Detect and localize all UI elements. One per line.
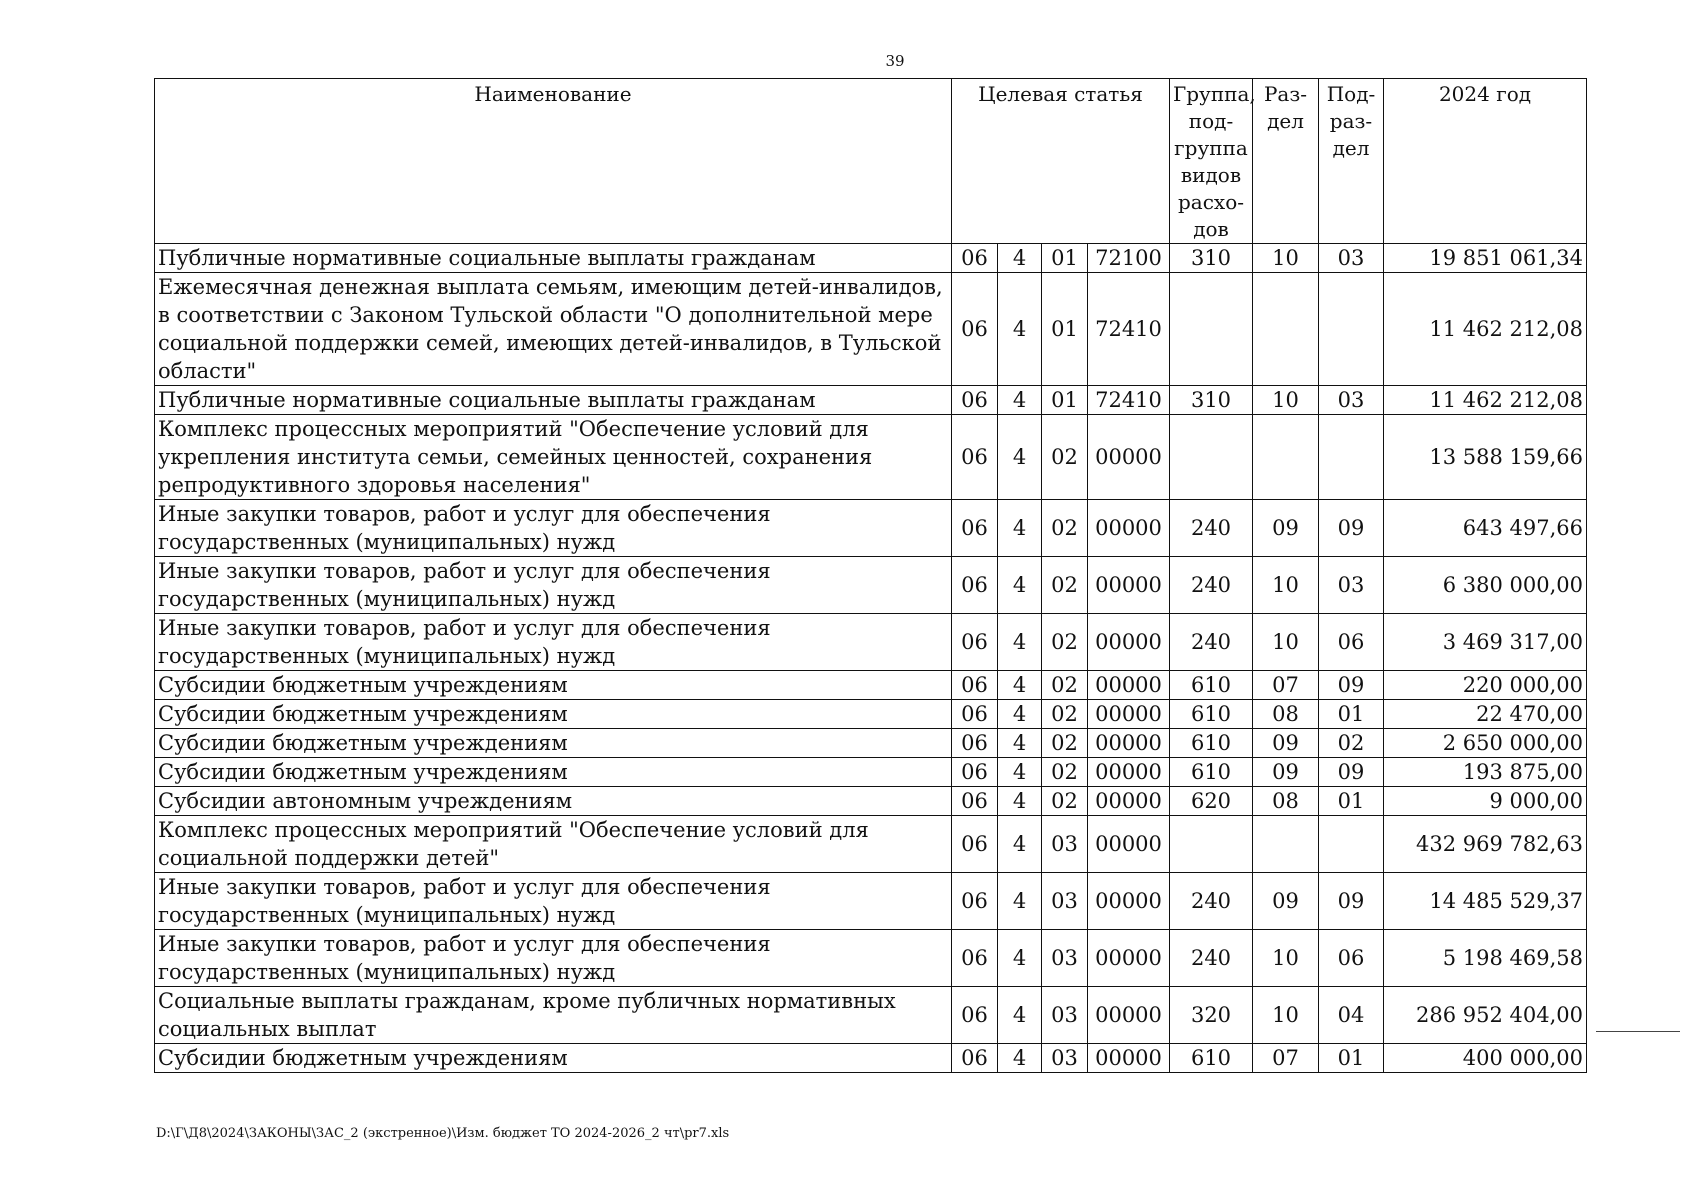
- table-row: [155, 1044, 1587, 1073]
- row-target-code-1: 06: [952, 816, 998, 873]
- row-amount: 22 470,00: [1384, 700, 1587, 729]
- row-section: [1253, 415, 1319, 500]
- header-name: Наименование: [155, 79, 952, 244]
- row-target-code-1: 06: [952, 500, 998, 557]
- row-target-code-2: 4: [998, 1044, 1042, 1073]
- row-target-code-4: 72100: [1088, 244, 1170, 273]
- row-target-code-1: 06: [952, 273, 998, 386]
- row-section: 10: [1253, 987, 1319, 1044]
- row-target-code-3: 03: [1042, 930, 1088, 987]
- row-target-code-4: 00000: [1088, 557, 1170, 614]
- row-expense-group: [1170, 415, 1253, 500]
- row-target-code-1: 06: [952, 758, 998, 787]
- row-name: Иные закупки товаров, работ и услуг для обеспечения государственных (муниципальных) нужд: [155, 930, 952, 987]
- row-name: Комплекс процессных мероприятий "Обеспечение условий для социальной поддержки детей": [155, 816, 952, 873]
- row-amount: 6 380 000,00: [1384, 557, 1587, 614]
- row-target-code-4: 00000: [1088, 758, 1170, 787]
- row-expense-group: 240: [1170, 557, 1253, 614]
- row-name: Комплекс процессных мероприятий "Обеспечение условий для укрепления института семьи, семейных ценностей, сохранения репродуктивного здоровья населения": [155, 415, 952, 500]
- row-name: Субсидии бюджетным учреждениям: [155, 700, 952, 729]
- row-target-code-3: 02: [1042, 671, 1088, 700]
- row-expense-group: 620: [1170, 787, 1253, 816]
- row-target-code-3: 03: [1042, 1044, 1088, 1073]
- row-target-code-2: 4: [998, 700, 1042, 729]
- row-target-code-4: 72410: [1088, 273, 1170, 386]
- row-target-code-1: 06: [952, 244, 998, 273]
- header-section: Раз- дел: [1253, 79, 1319, 244]
- row-expense-group: 240: [1170, 614, 1253, 671]
- row-section: 07: [1253, 1044, 1319, 1073]
- row-target-code-3: 02: [1042, 729, 1088, 758]
- row-amount: 11 462 212,08: [1384, 273, 1587, 386]
- row-target-code-1: 06: [952, 787, 998, 816]
- row-target-code-2: 4: [998, 614, 1042, 671]
- row-section: 08: [1253, 700, 1319, 729]
- table-row: [155, 415, 1587, 500]
- row-target-code-3: 01: [1042, 386, 1088, 415]
- row-target-code-3: 02: [1042, 787, 1088, 816]
- row-amount: 3 469 317,00: [1384, 614, 1587, 671]
- table-row: [155, 816, 1587, 873]
- row-target-code-1: 06: [952, 671, 998, 700]
- header-subsection: Под- раз- дел: [1319, 79, 1384, 244]
- row-target-code-2: 4: [998, 671, 1042, 700]
- row-section: 10: [1253, 244, 1319, 273]
- row-target-code-4: 72410: [1088, 386, 1170, 415]
- row-amount: 193 875,00: [1384, 758, 1587, 787]
- row-subsection: 03: [1319, 386, 1384, 415]
- row-subsection: 03: [1319, 244, 1384, 273]
- row-expense-group: [1170, 816, 1253, 873]
- row-subsection: [1319, 816, 1384, 873]
- table-row: [155, 386, 1587, 415]
- table-row: [155, 873, 1587, 930]
- row-target-code-4: 00000: [1088, 930, 1170, 987]
- row-target-code-2: 4: [998, 244, 1042, 273]
- row-target-code-3: 02: [1042, 614, 1088, 671]
- row-target-code-4: 00000: [1088, 816, 1170, 873]
- row-name: Иные закупки товаров, работ и услуг для обеспечения государственных (муниципальных) нужд: [155, 500, 952, 557]
- row-expense-group: 320: [1170, 987, 1253, 1044]
- row-amount: 2 650 000,00: [1384, 729, 1587, 758]
- header-group: Группа, под- группа видов расхо- дов: [1170, 79, 1253, 244]
- row-name: Иные закупки товаров, работ и услуг для обеспечения государственных (муниципальных) нужд: [155, 873, 952, 930]
- row-subsection: 01: [1319, 700, 1384, 729]
- row-target-code-3: 03: [1042, 987, 1088, 1044]
- table-row: [155, 787, 1587, 816]
- row-target-code-2: 4: [998, 930, 1042, 987]
- table-row: [155, 758, 1587, 787]
- row-target-code-3: 03: [1042, 873, 1088, 930]
- row-section: 07: [1253, 671, 1319, 700]
- row-section: 10: [1253, 557, 1319, 614]
- row-subsection: 09: [1319, 500, 1384, 557]
- row-expense-group: [1170, 273, 1253, 386]
- row-name: Публичные нормативные социальные выплаты гражданам: [155, 244, 952, 273]
- row-expense-group: 610: [1170, 729, 1253, 758]
- row-target-code-2: 4: [998, 816, 1042, 873]
- row-section: [1253, 273, 1319, 386]
- row-section: 09: [1253, 758, 1319, 787]
- row-amount: 286 952 404,00: [1384, 987, 1587, 1044]
- row-subsection: 03: [1319, 557, 1384, 614]
- row-name: Публичные нормативные социальные выплаты гражданам: [155, 386, 952, 415]
- table-row: [155, 987, 1587, 1044]
- row-section: 08: [1253, 787, 1319, 816]
- row-target-code-1: 06: [952, 987, 998, 1044]
- row-target-code-2: 4: [998, 987, 1042, 1044]
- row-target-code-4: 00000: [1088, 1044, 1170, 1073]
- row-target-code-4: 00000: [1088, 787, 1170, 816]
- row-subsection: 06: [1319, 614, 1384, 671]
- row-target-code-3: 02: [1042, 500, 1088, 557]
- row-section: 09: [1253, 729, 1319, 758]
- row-expense-group: 610: [1170, 758, 1253, 787]
- row-subsection: 02: [1319, 729, 1384, 758]
- row-subsection: 09: [1319, 671, 1384, 700]
- row-target-code-1: 06: [952, 700, 998, 729]
- row-expense-group: 610: [1170, 700, 1253, 729]
- row-expense-group: 240: [1170, 873, 1253, 930]
- margin-mark: [1596, 1031, 1680, 1032]
- row-target-code-2: 4: [998, 500, 1042, 557]
- row-target-code-3: 02: [1042, 758, 1088, 787]
- row-target-code-2: 4: [998, 873, 1042, 930]
- row-target-code-4: 00000: [1088, 873, 1170, 930]
- row-target-code-1: 06: [952, 930, 998, 987]
- row-target-code-4: 00000: [1088, 987, 1170, 1044]
- budget-table: [154, 78, 1587, 1073]
- row-subsection: 09: [1319, 758, 1384, 787]
- row-section: 10: [1253, 930, 1319, 987]
- row-subsection: [1319, 415, 1384, 500]
- row-amount: 13 588 159,66: [1384, 415, 1587, 500]
- row-subsection: 06: [1319, 930, 1384, 987]
- row-amount: 643 497,66: [1384, 500, 1587, 557]
- row-amount: 5 198 469,58: [1384, 930, 1587, 987]
- row-target-code-4: 00000: [1088, 500, 1170, 557]
- row-name: Субсидии бюджетным учреждениям: [155, 1044, 952, 1073]
- table-row: [155, 273, 1587, 386]
- table-row: [155, 930, 1587, 987]
- row-name: Субсидии бюджетным учреждениям: [155, 729, 952, 758]
- table-row: [155, 700, 1587, 729]
- row-target-code-4: 00000: [1088, 729, 1170, 758]
- row-amount: 19 851 061,34: [1384, 244, 1587, 273]
- row-subsection: [1319, 273, 1384, 386]
- row-target-code-1: 06: [952, 729, 998, 758]
- row-section: 10: [1253, 614, 1319, 671]
- table-row: [155, 557, 1587, 614]
- table-body: [155, 244, 1587, 1073]
- row-section: 09: [1253, 500, 1319, 557]
- header-year: 2024 год: [1384, 79, 1587, 244]
- row-target-code-3: 02: [1042, 415, 1088, 500]
- row-target-code-4: 00000: [1088, 700, 1170, 729]
- row-name: Субсидии бюджетным учреждениям: [155, 671, 952, 700]
- row-target-code-1: 06: [952, 386, 998, 415]
- row-section: 10: [1253, 386, 1319, 415]
- file-path-footer: D:\Г\Д8\2024\ЗАКОНЫ\ЗАС_2 (экстренное)\Изм. бюджет ТО 2024-2026_2 чт\pr7.xls: [156, 1126, 730, 1141]
- table-row: [155, 500, 1587, 557]
- row-target-code-3: 01: [1042, 244, 1088, 273]
- table-header-row: [155, 79, 1587, 244]
- table-row: [155, 671, 1587, 700]
- row-subsection: 04: [1319, 987, 1384, 1044]
- row-amount: 11 462 212,08: [1384, 386, 1587, 415]
- row-expense-group: 310: [1170, 386, 1253, 415]
- row-amount: 400 000,00: [1384, 1044, 1587, 1073]
- row-target-code-1: 06: [952, 614, 998, 671]
- row-target-code-4: 00000: [1088, 415, 1170, 500]
- row-name: Иные закупки товаров, работ и услуг для обеспечения государственных (муниципальных) нужд: [155, 614, 952, 671]
- table-row: [155, 614, 1587, 671]
- row-amount: 9 000,00: [1384, 787, 1587, 816]
- row-target-code-3: 02: [1042, 557, 1088, 614]
- row-target-code-2: 4: [998, 273, 1042, 386]
- row-target-code-1: 06: [952, 415, 998, 500]
- row-expense-group: 610: [1170, 671, 1253, 700]
- row-expense-group: 240: [1170, 930, 1253, 987]
- row-target-code-1: 06: [952, 557, 998, 614]
- row-expense-group: 310: [1170, 244, 1253, 273]
- row-section: 09: [1253, 873, 1319, 930]
- row-target-code-1: 06: [952, 873, 998, 930]
- row-target-code-2: 4: [998, 415, 1042, 500]
- row-target-code-2: 4: [998, 386, 1042, 415]
- row-amount: 14 485 529,37: [1384, 873, 1587, 930]
- row-subsection: 01: [1319, 787, 1384, 816]
- row-expense-group: 240: [1170, 500, 1253, 557]
- row-amount: 432 969 782,63: [1384, 816, 1587, 873]
- row-name: Социальные выплаты гражданам, кроме публичных нормативных социальных выплат: [155, 987, 952, 1044]
- row-target-code-2: 4: [998, 729, 1042, 758]
- table-row: [155, 729, 1587, 758]
- row-target-code-4: 00000: [1088, 671, 1170, 700]
- page-number: 39: [885, 52, 905, 70]
- header-target-article: Целевая статья: [952, 79, 1170, 244]
- row-name: Субсидии бюджетным учреждениям: [155, 758, 952, 787]
- row-name: Иные закупки товаров, работ и услуг для обеспечения государственных (муниципальных) нужд: [155, 557, 952, 614]
- row-target-code-2: 4: [998, 557, 1042, 614]
- row-target-code-1: 06: [952, 1044, 998, 1073]
- row-target-code-3: 01: [1042, 273, 1088, 386]
- row-expense-group: 610: [1170, 1044, 1253, 1073]
- row-target-code-3: 03: [1042, 816, 1088, 873]
- row-name: Ежемесячная денежная выплата семьям, имеющим детей-инвалидов, в соответствии с Законом Тульской области "О дополнительной мере социальной поддержки семей, имеющих детей-инвалидов, в Тульской области": [155, 273, 952, 386]
- row-subsection: 01: [1319, 1044, 1384, 1073]
- row-target-code-2: 4: [998, 758, 1042, 787]
- table-row: [155, 244, 1587, 273]
- row-target-code-3: 02: [1042, 700, 1088, 729]
- row-subsection: 09: [1319, 873, 1384, 930]
- row-section: [1253, 816, 1319, 873]
- row-amount: 220 000,00: [1384, 671, 1587, 700]
- row-name: Субсидии автономным учреждениям: [155, 787, 952, 816]
- row-target-code-2: 4: [998, 787, 1042, 816]
- row-target-code-4: 00000: [1088, 614, 1170, 671]
